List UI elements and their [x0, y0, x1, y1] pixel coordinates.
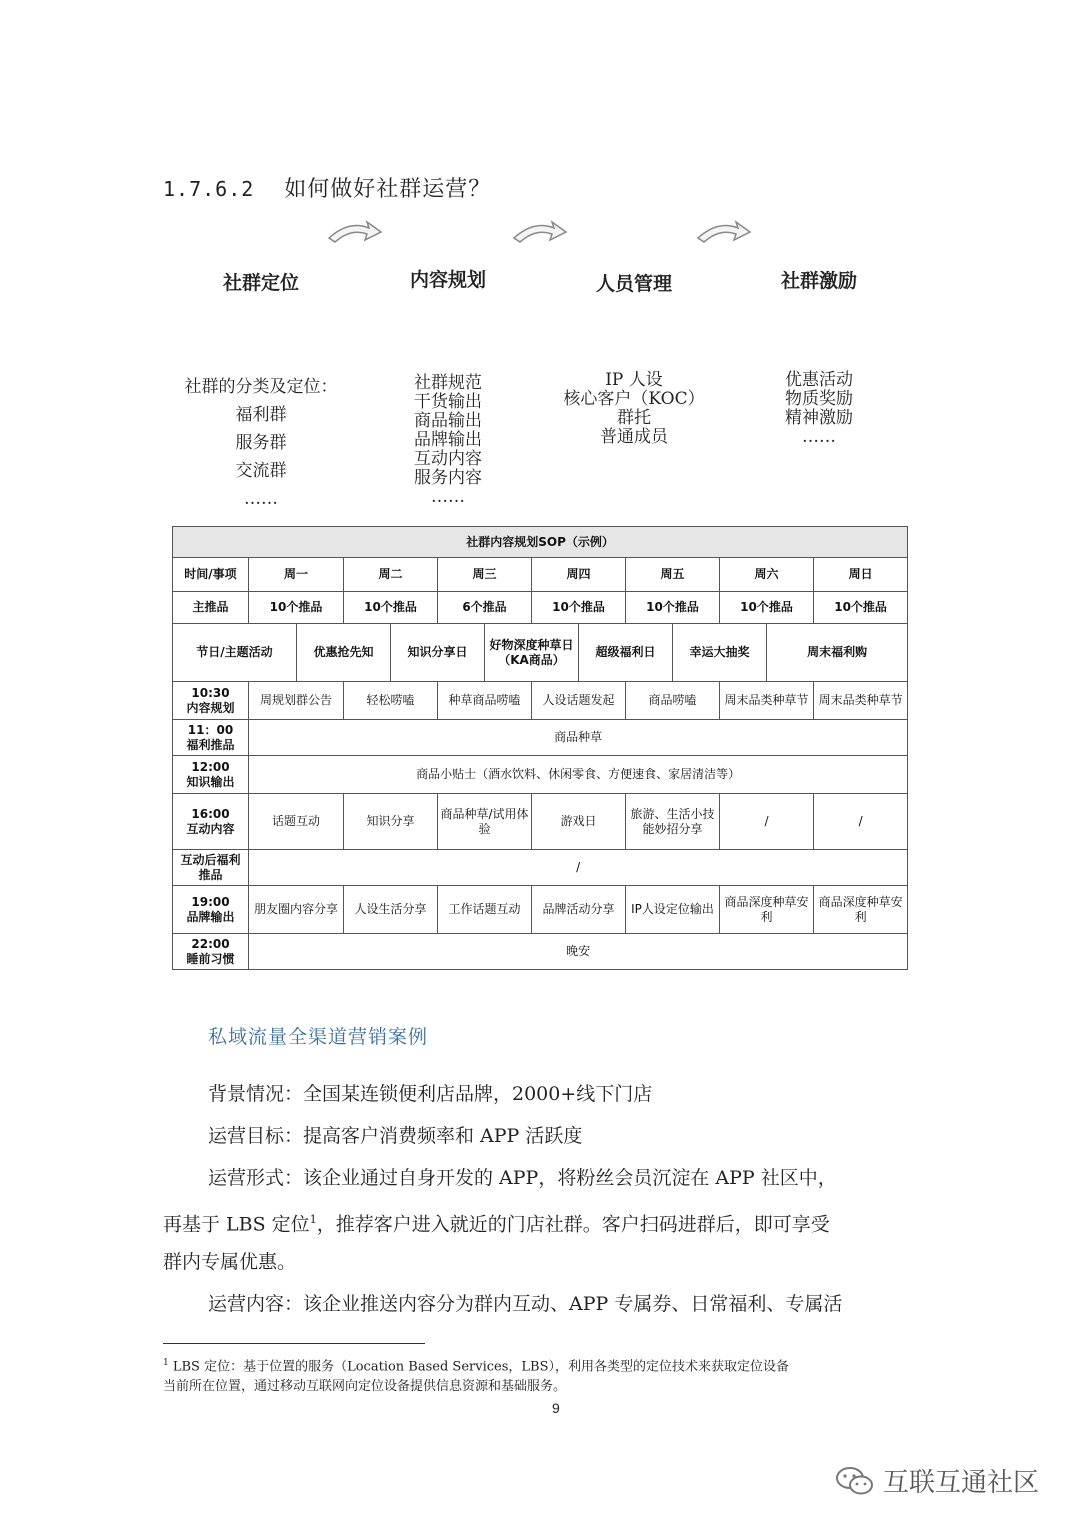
table-row-header: 16:00 互动内容: [173, 794, 249, 850]
table-cell: 周末品类种草节: [814, 682, 908, 720]
list-item: 服务内容: [414, 468, 482, 488]
table-row-header: 12:00 知识输出: [173, 756, 249, 794]
table-cell: 幸运大抽奖: [673, 624, 767, 682]
table-row-header: 19:00 品牌输出: [173, 886, 249, 934]
table-cell: 6个推品: [438, 592, 532, 624]
table-row: [173, 886, 908, 934]
table-cell: 商品唠嗑: [626, 682, 720, 720]
table-cell: 10个推品: [532, 592, 626, 624]
table-header-cell: 周四: [532, 558, 626, 592]
table-header-cell: 周二: [344, 558, 438, 592]
table-row-header: 22:00 睡前习惯: [173, 934, 249, 970]
column-list-incentive: [719, 371, 919, 447]
table-cell: 工作话题互动: [438, 886, 532, 934]
table-cell: 节日/主题活动: [173, 624, 297, 682]
table-cell: 商品小贴士（酒水饮料、休闲零食、方便速食、家居清洁等）: [249, 756, 908, 794]
list-item: 优惠活动: [785, 370, 853, 390]
table-cell: 品牌活动分享: [532, 886, 626, 934]
section-title: 如何做好社群运营？: [284, 177, 492, 202]
case-form-text: 再基于 LBS 定位: [163, 1213, 310, 1236]
sop-table: [172, 526, 908, 970]
case-content-line1: 运营内容：该企业推送内容分为群内互动、APP 专属券、日常福利、专属活: [208, 1293, 843, 1315]
table-cell: 知识分享日: [391, 624, 485, 682]
table-row: [173, 624, 908, 682]
table-cell: /: [249, 850, 908, 886]
table-cell: 游戏日: [532, 794, 626, 850]
table-cell: 人设话题发起: [532, 682, 626, 720]
table-cell: 晚安: [249, 934, 908, 970]
table-cell: 10个推品: [249, 592, 344, 624]
list-item: 物质奖励: [785, 389, 853, 409]
watermark-text: 互联互通社区: [883, 1468, 1040, 1498]
list-item: 服务群: [235, 433, 287, 453]
table-header-cell: 周五: [626, 558, 720, 592]
table-cell: 商品种草/试用体验: [438, 794, 532, 850]
table-header-cell: 周一: [249, 558, 344, 592]
list-item: 社群规范: [414, 373, 482, 393]
list-item: 精神激励: [785, 408, 853, 428]
table-cell: 周规划群公告: [249, 682, 344, 720]
case-form-line2: [163, 1199, 830, 1245]
footnote-divider: [163, 1343, 425, 1344]
list-item: 群托: [617, 408, 651, 428]
column-title-content: 内容规划: [409, 269, 486, 291]
curved-arrow-icon: [694, 216, 754, 246]
table-row: [173, 720, 908, 756]
column-list-positioning: [161, 373, 361, 513]
column-list-content: [348, 374, 548, 507]
page-number: 9: [552, 1400, 560, 1416]
footnote-ref: 1: [309, 1213, 317, 1226]
watermark: [835, 1462, 1039, 1499]
table-cell: 商品种草: [249, 720, 908, 756]
table-cell: 商品深度种草安利: [814, 886, 908, 934]
table-header-cell: 时间/事项: [173, 558, 249, 592]
table-cell: IP人设定位输出: [626, 886, 720, 934]
case-form-line3: 群内专属优惠。: [163, 1251, 297, 1273]
list-item: 普通成员: [600, 427, 668, 447]
list-item: IP 人设: [605, 370, 663, 390]
column-title-personnel: 人员管理: [595, 273, 672, 295]
table-cell: /: [720, 794, 814, 850]
list-item: 核心客户（KOC）: [563, 389, 705, 409]
table-row: [173, 682, 908, 720]
column-title-positioning: 社群定位: [222, 272, 299, 294]
case-title: 私域流量全渠道营销案例: [208, 1026, 429, 1048]
list-item: ……: [802, 427, 836, 447]
case-form-text: ，推荐客户进入就近的门店社群。客户扫码进群后，即可享受: [316, 1213, 830, 1236]
column-title-incentive: 社群激励: [780, 270, 857, 292]
curved-arrow-icon: [510, 216, 570, 246]
footnote-line: LBS 定位：基于位置的服务（Location Based Services，LBS），利用各类型的定位技术来获取定位设备: [172, 1359, 789, 1375]
table-cell: 人设生活分享: [344, 886, 438, 934]
section-number: 1.7.6.2: [163, 177, 255, 201]
footnote-mark: 1: [163, 1358, 169, 1368]
table-cell: 轻松唠嗑: [344, 682, 438, 720]
table-row: [173, 850, 908, 886]
table-row: [173, 794, 908, 850]
table-header-cell: 周三: [438, 558, 532, 592]
table-cell: 周末福利购: [767, 624, 908, 682]
table-cell: 周末品类种草节: [720, 682, 814, 720]
list-item: 社群的分类及定位：: [184, 377, 338, 397]
table-cell: 10个推品: [814, 592, 908, 624]
table-cell: /: [814, 794, 908, 850]
list-item: ……: [244, 489, 278, 509]
table-row: [173, 934, 908, 970]
curved-arrow-icon: [325, 216, 385, 246]
table-cell: 10个推品: [626, 592, 720, 624]
table-cell: 10个推品: [720, 592, 814, 624]
table-row-header: 11：00 福利推品: [173, 720, 249, 756]
table-cell: 朋友圈内容分享: [249, 886, 344, 934]
list-item: 福利群: [235, 405, 287, 425]
footnote-line: 当前所在位置，通过移动互联网向定位设备提供信息资源和基础服务。: [163, 1379, 567, 1395]
section-heading: [163, 172, 491, 203]
table-cell: 商品深度种草安利: [720, 886, 814, 934]
table-row: [173, 592, 908, 624]
list-item: 品牌输出: [414, 430, 482, 450]
table-row-header: 10:30 内容规划: [173, 682, 249, 720]
table-row-header: 互动后福利推品: [173, 850, 249, 886]
table-header-cell: 周六: [720, 558, 814, 592]
table-cell: 知识分享: [344, 794, 438, 850]
case-goal: 运营目标：提高客户消费频率和 APP 活跃度: [208, 1125, 583, 1147]
table-cell: 好物深度种草日（KA商品）: [485, 624, 579, 682]
list-item: 干货输出: [414, 392, 482, 412]
table-cell: 优惠抢先知: [297, 624, 391, 682]
table-title: 社群内容规划SOP（示例）: [173, 527, 908, 558]
table-row: [173, 756, 908, 794]
table-header-cell: 周日: [814, 558, 908, 592]
list-item: 交流群: [235, 461, 287, 481]
list-item: 商品输出: [414, 411, 482, 431]
column-list-personnel: [534, 371, 734, 447]
list-item: 互动内容: [414, 449, 482, 469]
case-background: 背景情况：全国某连锁便利店品牌，2000+线下门店: [208, 1083, 653, 1105]
list-item: ……: [431, 487, 465, 507]
table-cell: 话题互动: [249, 794, 344, 850]
wechat-icon: [835, 1465, 875, 1497]
table-cell: 种草商品唠嗑: [438, 682, 532, 720]
table-cell: 旅游、生活小技能妙招分享: [626, 794, 720, 850]
table-cell: 超级福利日: [579, 624, 673, 682]
footnote: [163, 1353, 923, 1397]
case-form-line1: 运营形式：该企业通过自身开发的 APP，将粉丝会员沉淀在 APP 社区中，: [208, 1167, 837, 1189]
table-row: [173, 558, 908, 592]
table-cell: 10个推品: [344, 592, 438, 624]
table-cell: 主推品: [173, 592, 249, 624]
